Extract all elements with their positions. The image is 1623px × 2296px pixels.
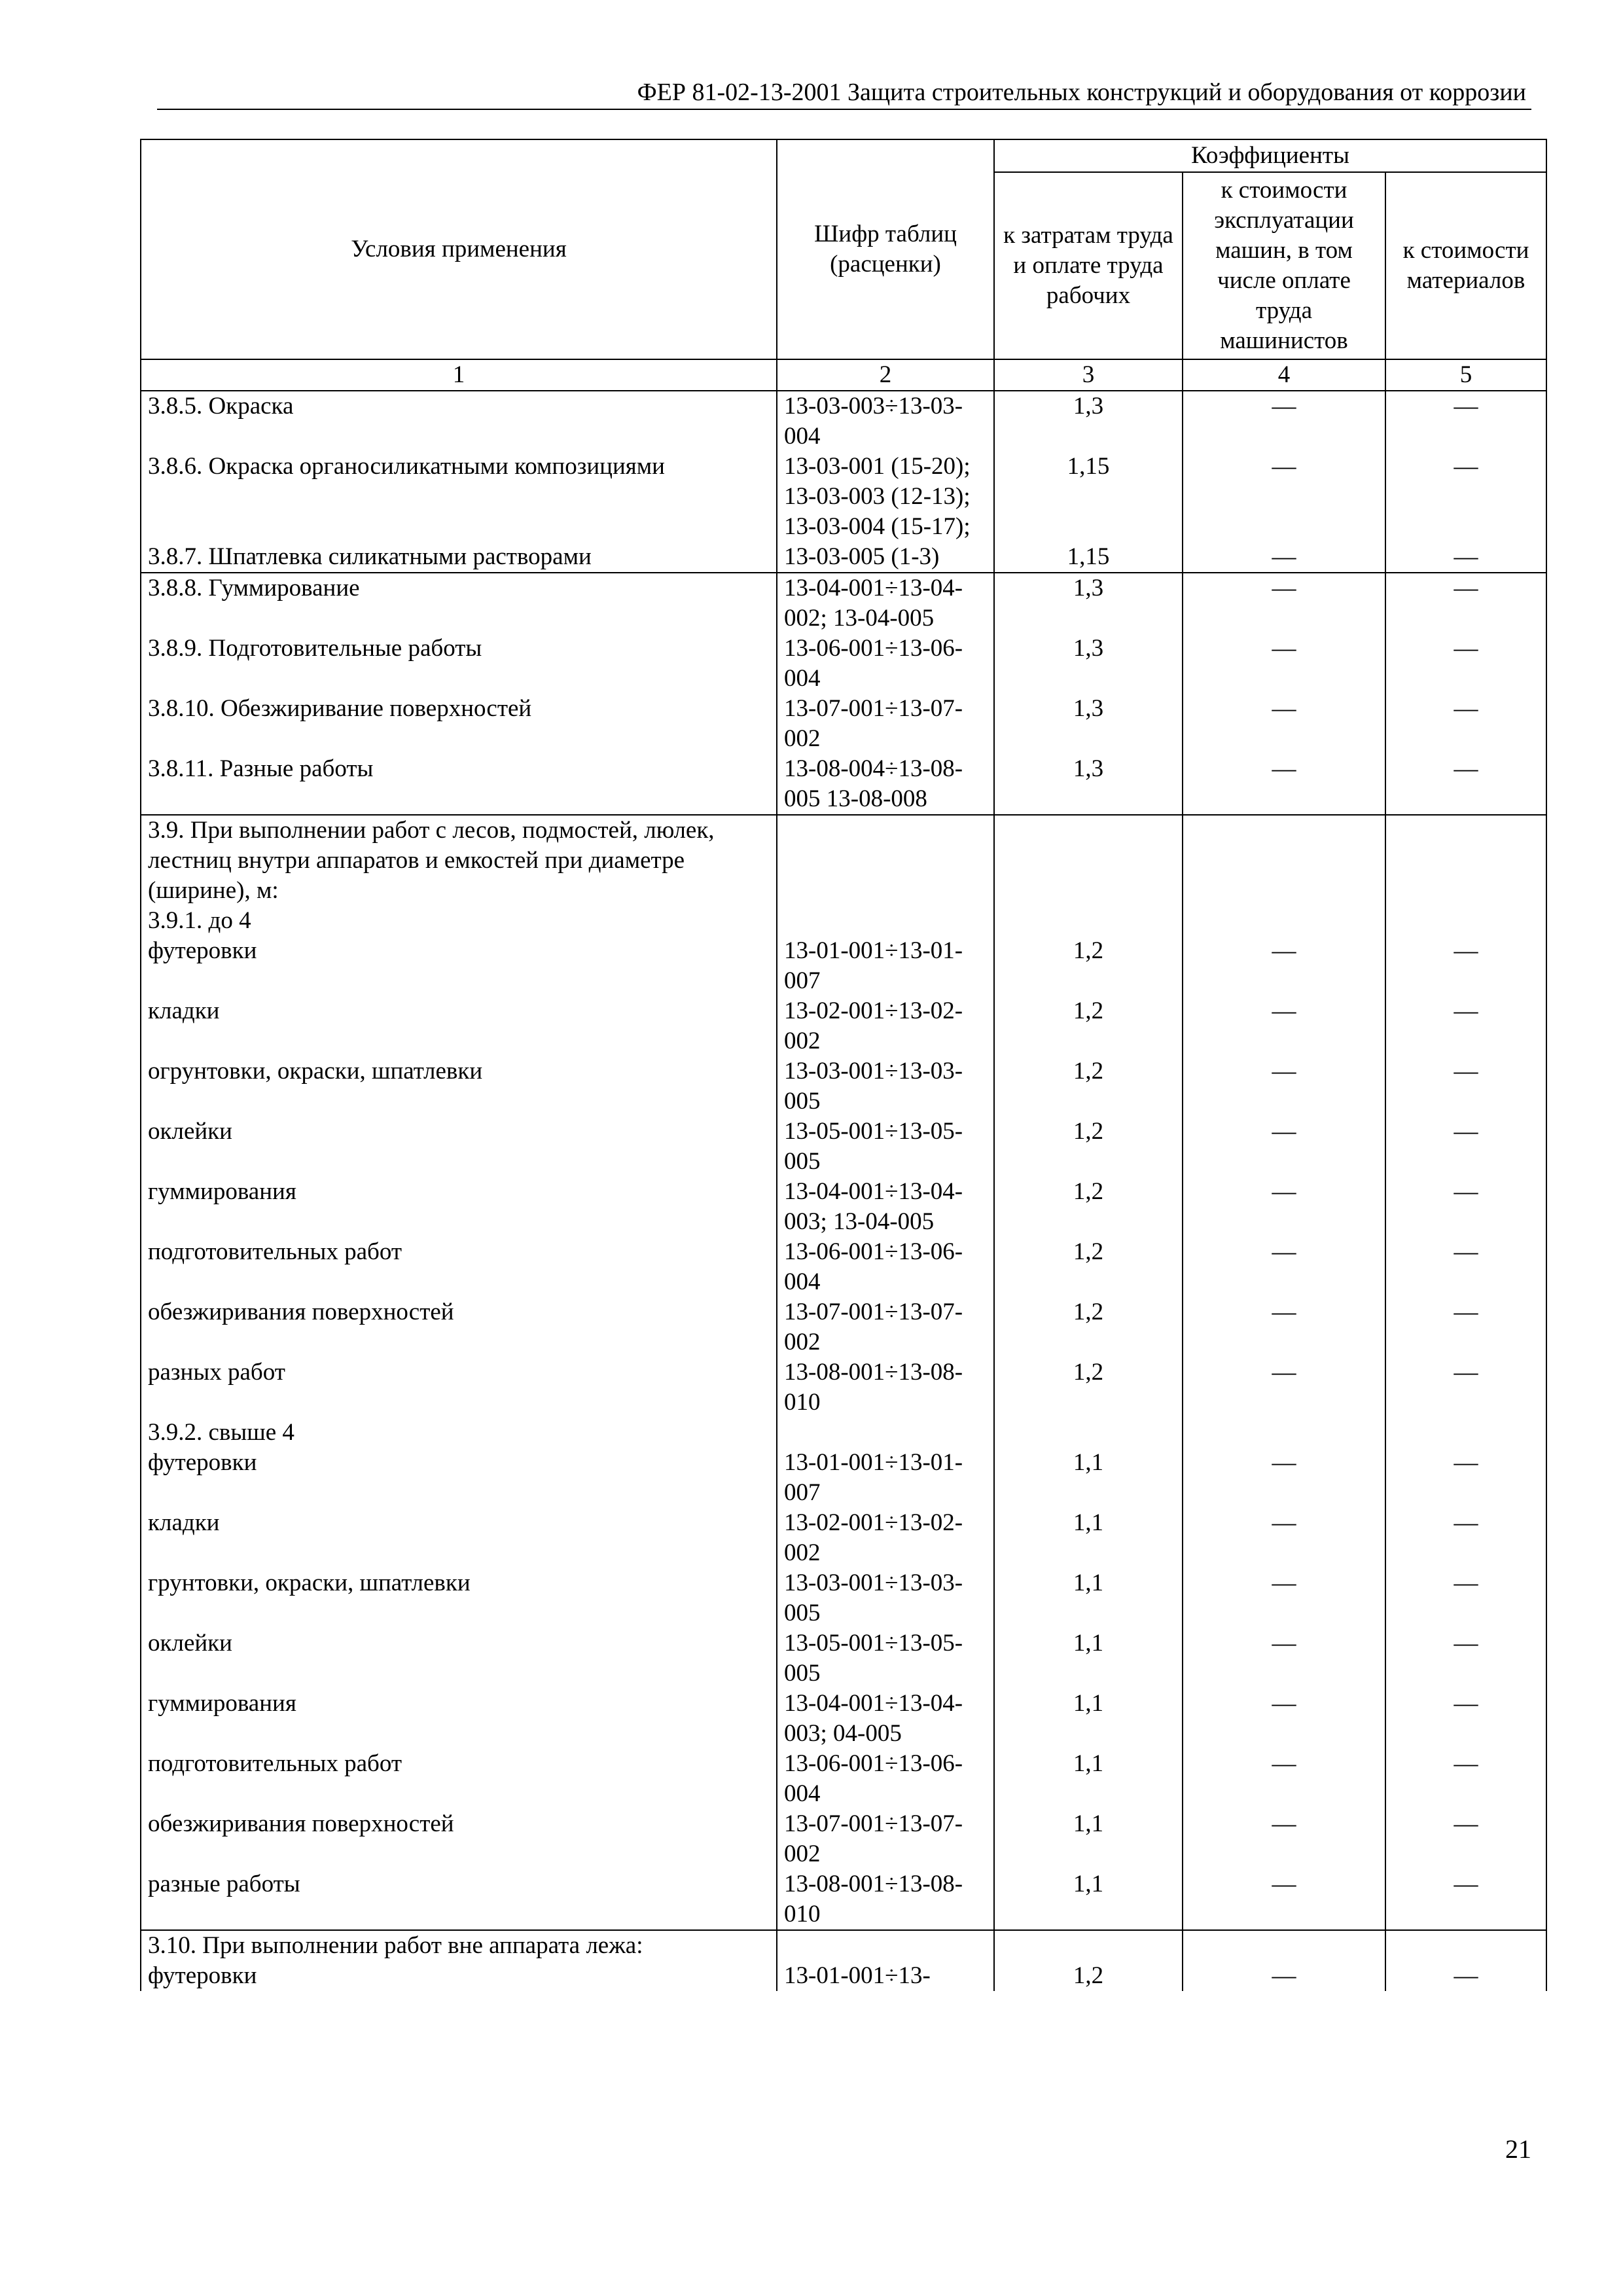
- material-coef-cell: —: [1385, 1749, 1546, 1809]
- material-coef-cell: —: [1385, 1056, 1546, 1117]
- material-coef-cell: —: [1385, 1508, 1546, 1568]
- col-header-materials: к стоимости материалов: [1385, 172, 1546, 359]
- column-number: 2: [777, 359, 994, 391]
- table-row: [141, 1689, 1546, 1749]
- material-coef-cell: [1385, 815, 1546, 906]
- code-cell: 13-07-001÷13-07-002: [777, 1297, 994, 1357]
- col-header-machines: к стоимости эксплуатации машин, в том числе оплате труда машинистов: [1183, 172, 1385, 359]
- labor-coef-cell: 1,3: [994, 573, 1183, 634]
- condition-cell: 3.8.8. Гуммирование: [141, 573, 777, 634]
- machine-coef-cell: —: [1183, 1628, 1385, 1689]
- condition-cell: гуммирования: [141, 1689, 777, 1749]
- material-coef-cell: —: [1385, 573, 1546, 634]
- labor-coef-cell: [994, 815, 1183, 906]
- col-header-coefficients: Коэффициенты: [994, 139, 1546, 172]
- material-coef-cell: —: [1385, 996, 1546, 1056]
- table-row: [141, 1628, 1546, 1689]
- labor-coef-cell: 1,1: [994, 1809, 1183, 1869]
- condition-cell: кладки: [141, 1508, 777, 1568]
- machine-coef-cell: —: [1183, 1749, 1385, 1809]
- machine-coef-cell: [1183, 815, 1385, 906]
- code-cell: 13-04-001÷13-04-003; 13-04-005: [777, 1177, 994, 1237]
- labor-coef-cell: 1,1: [994, 1448, 1183, 1508]
- material-coef-cell: —: [1385, 936, 1546, 996]
- table-row: [141, 391, 1546, 452]
- machine-coef-cell: —: [1183, 573, 1385, 634]
- condition-cell: разные работы: [141, 1869, 777, 1930]
- machine-coef-cell: —: [1183, 1177, 1385, 1237]
- page-header: ФЕР 81-02-13-2001 Защита строительных конструкций и оборудования от коррозии: [637, 79, 1526, 106]
- code-cell: 13-04-001÷13-04-003; 04-005: [777, 1689, 994, 1749]
- condition-cell: разных работ: [141, 1357, 777, 1418]
- condition-cell: футеровки: [141, 1448, 777, 1508]
- condition-cell: футеровки: [141, 936, 777, 996]
- material-coef-cell: —: [1385, 452, 1546, 542]
- table-row: [141, 1568, 1546, 1628]
- machine-coef-cell: —: [1183, 634, 1385, 694]
- machine-coef-cell: —: [1183, 1961, 1385, 1991]
- page-number: 21: [1505, 2134, 1531, 2164]
- machine-coef-cell: —: [1183, 936, 1385, 996]
- coefficients-table-wrap: [140, 139, 1546, 1991]
- table-row: [141, 1237, 1546, 1297]
- material-coef-cell: [1385, 906, 1546, 936]
- table-row: [141, 452, 1546, 542]
- labor-coef-cell: 1,1: [994, 1689, 1183, 1749]
- labor-coef-cell: 1,1: [994, 1508, 1183, 1568]
- code-cell: 13-01-001÷13-01-007: [777, 936, 994, 996]
- table-row: [141, 634, 1546, 694]
- table-row: [141, 542, 1546, 573]
- condition-cell: огрунтовки, окраски, шпатлевки: [141, 1056, 777, 1117]
- labor-coef-cell: 1,2: [994, 1237, 1183, 1297]
- table-row: [141, 1448, 1546, 1508]
- machine-coef-cell: [1183, 906, 1385, 936]
- condition-cell: кладки: [141, 996, 777, 1056]
- labor-coef-cell: 1,2: [994, 936, 1183, 996]
- condition-cell: 3.8.9. Подготовительные работы: [141, 634, 777, 694]
- machine-coef-cell: —: [1183, 1448, 1385, 1508]
- table-row: [141, 1508, 1546, 1568]
- column-number: 3: [994, 359, 1183, 391]
- column-number: 5: [1385, 359, 1546, 391]
- material-coef-cell: [1385, 1930, 1546, 1961]
- condition-cell: 3.8.6. Окраска органосиликатными композициями: [141, 452, 777, 542]
- machine-coef-cell: —: [1183, 542, 1385, 573]
- table-row: [141, 573, 1546, 634]
- condition-cell: оклейки: [141, 1628, 777, 1689]
- material-coef-cell: —: [1385, 1237, 1546, 1297]
- machine-coef-cell: —: [1183, 1869, 1385, 1930]
- material-coef-cell: —: [1385, 1357, 1546, 1418]
- code-cell: 13-03-001 (15-20); 13-03-003 (12-13); 13-03-004 (15-17);: [777, 452, 994, 542]
- condition-cell: оклейки: [141, 1117, 777, 1177]
- labor-coef-cell: 1,3: [994, 634, 1183, 694]
- code-cell: 13-01-001÷13-: [777, 1961, 994, 1991]
- code-cell: 13-05-001÷13-05-005: [777, 1117, 994, 1177]
- labor-coef-cell: 1,2: [994, 996, 1183, 1056]
- labor-coef-cell: 1,15: [994, 542, 1183, 573]
- code-cell: [777, 906, 994, 936]
- table-row: [141, 1117, 1546, 1177]
- condition-cell: 3.8.5. Окраска: [141, 391, 777, 452]
- labor-coef-cell: [994, 906, 1183, 936]
- col-header-conditions: Условия применения: [141, 139, 777, 359]
- code-cell: 13-02-001÷13-02-002: [777, 996, 994, 1056]
- material-coef-cell: [1385, 1418, 1546, 1448]
- machine-coef-cell: —: [1183, 1297, 1385, 1357]
- labor-coef-cell: 1,2: [994, 1177, 1183, 1237]
- labor-coef-cell: 1,2: [994, 1117, 1183, 1177]
- machine-coef-cell: —: [1183, 1117, 1385, 1177]
- code-cell: 13-02-001÷13-02-002: [777, 1508, 994, 1568]
- table-row: [141, 1297, 1546, 1357]
- code-cell: 13-03-001÷13-03-005: [777, 1568, 994, 1628]
- condition-cell: грунтовки, окраски, шпатлевки: [141, 1568, 777, 1628]
- table-row: [141, 815, 1546, 906]
- material-coef-cell: —: [1385, 1809, 1546, 1869]
- labor-coef-cell: 1,1: [994, 1869, 1183, 1930]
- labor-coef-cell: 1,2: [994, 1297, 1183, 1357]
- table-row: [141, 1357, 1546, 1418]
- code-cell: 13-01-001÷13-01-007: [777, 1448, 994, 1508]
- material-coef-cell: —: [1385, 1177, 1546, 1237]
- machine-coef-cell: —: [1183, 1689, 1385, 1749]
- machine-coef-cell: —: [1183, 754, 1385, 815]
- material-coef-cell: —: [1385, 1689, 1546, 1749]
- column-number: 1: [141, 359, 777, 391]
- code-cell: [777, 1418, 994, 1448]
- table-row: [141, 1809, 1546, 1869]
- column-number: 4: [1183, 359, 1385, 391]
- material-coef-cell: —: [1385, 1448, 1546, 1508]
- machine-coef-cell: —: [1183, 452, 1385, 542]
- material-coef-cell: —: [1385, 1961, 1546, 1991]
- machine-coef-cell: —: [1183, 1237, 1385, 1297]
- material-coef-cell: —: [1385, 754, 1546, 815]
- table-row: [141, 906, 1546, 936]
- machine-coef-cell: —: [1183, 1809, 1385, 1869]
- labor-coef-cell: [994, 1930, 1183, 1961]
- labor-coef-cell: 1,2: [994, 1056, 1183, 1117]
- machine-coef-cell: —: [1183, 1357, 1385, 1418]
- code-cell: 13-08-004÷13-08-005 13-08-008: [777, 754, 994, 815]
- labor-coef-cell: 1,3: [994, 391, 1183, 452]
- material-coef-cell: —: [1385, 391, 1546, 452]
- condition-cell: 3.9.1. до 4: [141, 906, 777, 936]
- material-coef-cell: —: [1385, 1628, 1546, 1689]
- machine-coef-cell: —: [1183, 694, 1385, 754]
- condition-cell: подготовительных работ: [141, 1749, 777, 1809]
- code-cell: 13-08-001÷13-08-010: [777, 1357, 994, 1418]
- machine-coef-cell: —: [1183, 1056, 1385, 1117]
- labor-coef-cell: 1,1: [994, 1749, 1183, 1809]
- machine-coef-cell: [1183, 1418, 1385, 1448]
- code-cell: 13-03-001÷13-03-005: [777, 1056, 994, 1117]
- machine-coef-cell: —: [1183, 391, 1385, 452]
- material-coef-cell: —: [1385, 1117, 1546, 1177]
- col-header-labor: к затратам труда и оплате труда рабочих: [994, 172, 1183, 359]
- column-numbers-row: [141, 359, 1546, 391]
- material-coef-cell: —: [1385, 634, 1546, 694]
- code-cell: 13-05-001÷13-05-005: [777, 1628, 994, 1689]
- table-row: [141, 1177, 1546, 1237]
- table-row: [141, 996, 1546, 1056]
- machine-coef-cell: [1183, 1930, 1385, 1961]
- table-row: [141, 1056, 1546, 1117]
- code-cell: [777, 815, 994, 906]
- table-row: [141, 754, 1546, 815]
- condition-cell: 3.8.7. Шпатлевка силикатными растворами: [141, 542, 777, 573]
- table-row: [141, 1418, 1546, 1448]
- condition-cell: обезжиривания поверхностей: [141, 1297, 777, 1357]
- labor-coef-cell: 1,3: [994, 754, 1183, 815]
- condition-cell: 3.8.10. Обезжиривание поверхностей: [141, 694, 777, 754]
- code-cell: 13-06-001÷13-06-004: [777, 1237, 994, 1297]
- condition-cell: 3.9.2. свыше 4: [141, 1418, 777, 1448]
- labor-coef-cell: 1,1: [994, 1628, 1183, 1689]
- table-row: [141, 1869, 1546, 1930]
- code-cell: 13-03-005 (1-3): [777, 542, 994, 573]
- labor-coef-cell: 1,3: [994, 694, 1183, 754]
- table-body: [141, 359, 1546, 1991]
- machine-coef-cell: —: [1183, 1508, 1385, 1568]
- condition-cell: 3.10. При выполнении работ вне аппарата лежа:: [141, 1930, 777, 1961]
- condition-cell: 3.8.11. Разные работы: [141, 754, 777, 815]
- code-cell: 13-07-001÷13-07-002: [777, 1809, 994, 1869]
- labor-coef-cell: [994, 1418, 1183, 1448]
- condition-cell: гуммирования: [141, 1177, 777, 1237]
- header-rule: [157, 109, 1531, 110]
- material-coef-cell: —: [1385, 1869, 1546, 1930]
- table-row: [141, 694, 1546, 754]
- table-row: [141, 936, 1546, 996]
- material-coef-cell: —: [1385, 694, 1546, 754]
- table-row: [141, 1961, 1546, 1991]
- machine-coef-cell: —: [1183, 1568, 1385, 1628]
- code-cell: 13-06-001÷13-06-004: [777, 1749, 994, 1809]
- labor-coef-cell: 1,1: [994, 1568, 1183, 1628]
- condition-cell: обезжиривания поверхностей: [141, 1809, 777, 1869]
- table-row: [141, 1749, 1546, 1809]
- code-cell: 13-03-003÷13-03-004: [777, 391, 994, 452]
- condition-cell: подготовительных работ: [141, 1237, 777, 1297]
- material-coef-cell: —: [1385, 1297, 1546, 1357]
- labor-coef-cell: 1,2: [994, 1357, 1183, 1418]
- condition-cell: 3.9. При выполнении работ с лесов, подмостей, люлек, лестниц внутри аппаратов и емкостей при диаметре (ширине), м:: [141, 815, 777, 906]
- code-cell: 13-04-001÷13-04-002; 13-04-005: [777, 573, 994, 634]
- code-cell: [777, 1930, 994, 1961]
- machine-coef-cell: —: [1183, 996, 1385, 1056]
- col-header-code: Шифр таблиц (расценки): [777, 139, 994, 359]
- code-cell: 13-07-001÷13-07-002: [777, 694, 994, 754]
- condition-cell: футеровки: [141, 1961, 777, 1991]
- labor-coef-cell: 1,15: [994, 452, 1183, 542]
- material-coef-cell: —: [1385, 542, 1546, 573]
- coefficients-table: [140, 139, 1547, 1991]
- table-row: [141, 1930, 1546, 1961]
- material-coef-cell: —: [1385, 1568, 1546, 1628]
- code-cell: 13-08-001÷13-08-010: [777, 1869, 994, 1930]
- code-cell: 13-06-001÷13-06-004: [777, 634, 994, 694]
- labor-coef-cell: 1,2: [994, 1961, 1183, 1991]
